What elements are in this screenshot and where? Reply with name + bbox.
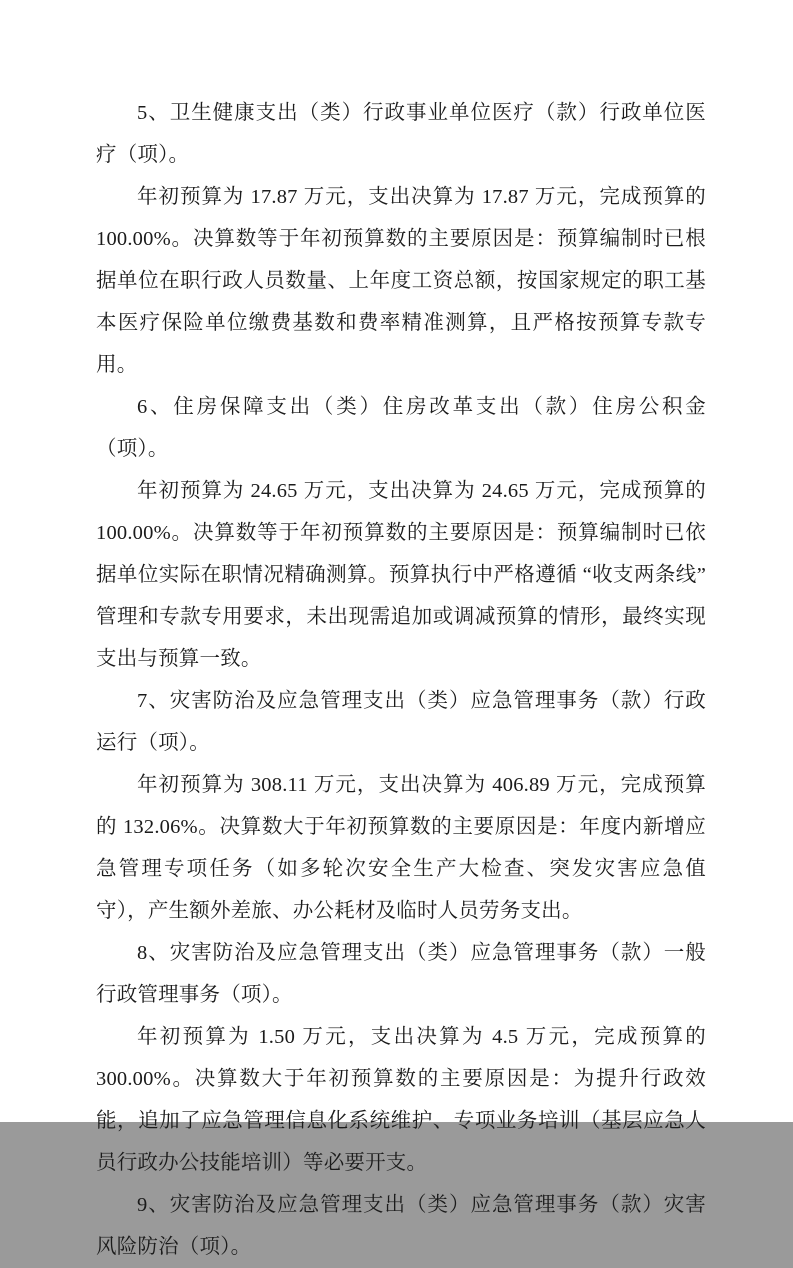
paragraph-item-6-body: 年初预算为 24.65 万元，支出决算为 24.65 万元，完成预算的 100.00%。决算数等于年初预算数的主要原因是：预算编制时已依据单位实际在职情况精确测算。预算执行中严格遵循 “收支两条线” 管理和专款专用要求，未出现需追加或调减预算的情形，最终实现支出与预算一致。 bbox=[96, 480, 706, 670]
document-body bbox=[96, 92, 706, 1268]
paragraph-item-7-body: 年初预算为 308.11 万元，支出决算为 406.89 万元，完成预算的 132.06%。决算数大于年初预算数的主要原因是：年度内新增应急管理专项任务（如多轮次安全生产大检查、突发灾害应急值守），产生额外差旅、办公耗材及临时人员劳务支出。 bbox=[96, 774, 706, 922]
paragraph-item-9-heading: 9、灾害防治及应急管理支出（类）应急管理事务（款）灾害风险防治（项）。 bbox=[96, 1194, 706, 1258]
paragraph-item-5-body: 年初预算为 17.87 万元，支出决算为 17.87 万元，完成预算的 100.00%。决算数等于年初预算数的主要原因是：预算编制时已根据单位在职行政人员数量、上年度工资总额，按国家规定的职工基本医疗保险单位缴费基数和费率精准测算，且严格按预算专款专用。 bbox=[96, 186, 706, 376]
paragraph-item-6-heading: 6、住房保障支出（类）住房改革支出（款）住房公积金（项）。 bbox=[96, 396, 706, 460]
paragraph-item-8-heading: 8、灾害防治及应急管理支出（类）应急管理事务（款）一般行政管理事务（项）。 bbox=[96, 942, 706, 1006]
paragraph-item-7-heading: 7、灾害防治及应急管理支出（类）应急管理事务（款）行政运行（项）。 bbox=[96, 690, 706, 754]
paragraph-item-8-body: 年初预算为 1.50 万元，支出决算为 4.5 万元，完成预算的 300.00%。决算数大于年初预算数的主要原因是：为提升行政效能，追加了应急管理信息化系统维护、专项业务培训（基层应急人员行政办公技能培训）等必要开支。 bbox=[96, 1026, 706, 1174]
paragraph-item-5-heading: 5、卫生健康支出（类）行政事业单位医疗（款）行政单位医疗（项）。 bbox=[96, 102, 706, 166]
